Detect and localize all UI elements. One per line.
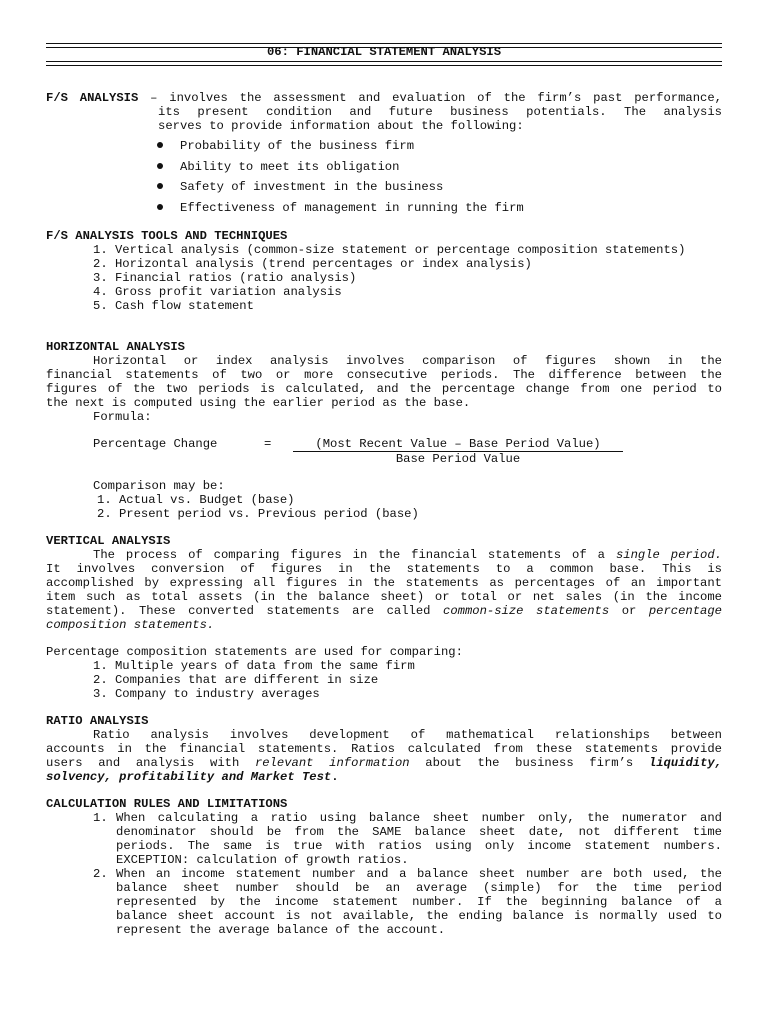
vertical-emphasis: single period. bbox=[615, 548, 722, 562]
pct-item: 1. Multiple years of data from the same firm bbox=[93, 659, 415, 673]
fs-analysis-line-2: its present condition and future business potentials. The analysis bbox=[158, 105, 722, 119]
rule-number: 1. bbox=[93, 811, 108, 825]
tools-item: 5. Cash flow statement bbox=[93, 299, 254, 313]
fs-bullet-item: Effectiveness of management in running the firm bbox=[180, 201, 524, 215]
vertical-emphasis: common-size statements bbox=[443, 604, 610, 618]
ratio-para-line: Ratio analysis involves development of mathematical relationships between bbox=[93, 728, 722, 742]
tools-item: 3. Financial ratios (ratio analysis) bbox=[93, 271, 357, 285]
horizontal-para-line: the next is computed using the earlier period as the base. bbox=[46, 396, 471, 410]
tools-item: 4. Gross profit variation analysis bbox=[93, 285, 342, 299]
pct-item: 3. Company to industry averages bbox=[93, 687, 320, 701]
rule-line: EXCEPTION: calculation of growth ratios. bbox=[116, 853, 409, 867]
comparison-item: 2. Present period vs. Previous period (base) bbox=[97, 507, 419, 521]
horizontal-para-line: Horizontal or index analysis involves comparison of figures shown in the bbox=[93, 354, 722, 368]
fs-analysis-term: F/S ANALYSIS bbox=[46, 91, 139, 105]
header-rule-top bbox=[46, 43, 722, 44]
vertical-heading: VERTICAL ANALYSIS bbox=[46, 534, 171, 548]
vertical-para-line bbox=[93, 548, 722, 562]
ratio-text: users and analysis with bbox=[46, 756, 255, 770]
vertical-text: or bbox=[609, 604, 649, 618]
bullet-icon bbox=[157, 204, 163, 210]
vertical-para-line: item such as total assets (in the balance sheet) or total or net sales (in the income bbox=[46, 590, 722, 604]
rule-line: periods. The same is true with ratios using only income statement numbers. bbox=[116, 839, 722, 853]
horizontal-para-line: figures of the two periods is calculated, and the percentage change from one period to bbox=[46, 382, 722, 396]
comparison-label: Comparison may be: bbox=[93, 479, 225, 493]
rule-line: represented by the income statement number. If the beginning balance of a bbox=[116, 895, 722, 909]
ratio-emphasis: liquidity, bbox=[648, 756, 723, 770]
rule-line: When calculating a ratio using balance sheet number only, the numerator and bbox=[116, 811, 722, 825]
rule-line: When an income statement number and a balance sheet number are both used, the bbox=[116, 867, 722, 881]
formula-denominator: Base Period Value bbox=[395, 452, 521, 466]
bullet-icon bbox=[157, 183, 163, 189]
header-rule-bottom bbox=[46, 61, 722, 62]
fs-analysis-line-3: serves to provide information about the following: bbox=[158, 119, 524, 133]
pct-label: Percentage composition statements are used for comparing: bbox=[46, 645, 463, 659]
horizontal-heading: HORIZONTAL ANALYSIS bbox=[46, 340, 185, 354]
fs-bullet-item: Probability of the business firm bbox=[180, 139, 415, 153]
tools-item: 2. Horizontal analysis (trend percentages or index analysis) bbox=[93, 257, 532, 271]
vertical-emphasis: percentage bbox=[648, 604, 722, 618]
page-title: 06: FINANCIAL STATEMENT ANALYSIS bbox=[266, 45, 502, 59]
rule-line: denominator should be from the SAME balance sheet date, not different time bbox=[116, 825, 722, 839]
formula-equals: = bbox=[264, 437, 272, 451]
horizontal-para-line: financial statements of two or more consecutive periods. The difference between the bbox=[46, 368, 722, 382]
fs-bullet-item: Ability to meet its obligation bbox=[180, 160, 400, 174]
ratio-text: about the business firm’s bbox=[409, 756, 649, 770]
tools-heading: F/S ANALYSIS TOOLS AND TECHNIQUES bbox=[46, 229, 288, 243]
ratio-emphasis: solvency, profitability and Market Test bbox=[46, 770, 332, 784]
rule-number: 2. bbox=[93, 867, 108, 881]
bullet-icon bbox=[157, 142, 163, 148]
ratio-heading: RATIO ANALYSIS bbox=[46, 714, 149, 728]
pct-item: 2. Companies that are different in size bbox=[93, 673, 379, 687]
vertical-para-line: accomplished by expressing all figures in the statements as percentages of an important bbox=[46, 576, 722, 590]
formula-lhs: Percentage Change bbox=[93, 437, 218, 451]
ratio-para-line bbox=[46, 756, 722, 770]
rules-heading: CALCULATION RULES AND LIMITATIONS bbox=[46, 797, 288, 811]
formula-label: Formula: bbox=[93, 410, 152, 424]
bullet-icon bbox=[157, 163, 163, 169]
fs-bullet-item: Safety of investment in the business bbox=[180, 180, 444, 194]
ratio-para-line bbox=[46, 770, 339, 784]
ratio-text: . bbox=[331, 770, 339, 784]
fs-analysis-text: – involves the assessment and evaluation of the firm’s past performance, bbox=[138, 91, 722, 105]
rule-line: balance sheet account is not available, the ending balance is normally used to bbox=[116, 909, 722, 923]
vertical-text: statement). These converted statements are called bbox=[46, 604, 444, 618]
tools-item: 1. Vertical analysis (common-size statement or percentage composition statements) bbox=[93, 243, 686, 257]
ratio-para-line: accounts in the financial statements. Ratios calculated from these statements provide bbox=[46, 742, 722, 756]
vertical-para-line: It involves conversion of figures in the statements to a common base. This is bbox=[46, 562, 722, 576]
vertical-para-line bbox=[46, 604, 722, 618]
vertical-para-line: composition statements. bbox=[46, 618, 215, 632]
formula-numerator: (Most Recent Value – Base Period Value) bbox=[315, 437, 601, 451]
vertical-text: The process of comparing figures in the financial statements of a bbox=[93, 548, 616, 562]
comparison-item: 1. Actual vs. Budget (base) bbox=[97, 493, 295, 507]
rule-line: balance sheet number should be an average (simple) for the time period bbox=[116, 881, 722, 895]
header-rule-bottom-2 bbox=[46, 65, 722, 66]
ratio-emphasis: relevant information bbox=[254, 756, 410, 770]
fs-analysis-line-1 bbox=[46, 91, 722, 105]
rule-line: represent the average balance of the account. bbox=[116, 923, 446, 937]
